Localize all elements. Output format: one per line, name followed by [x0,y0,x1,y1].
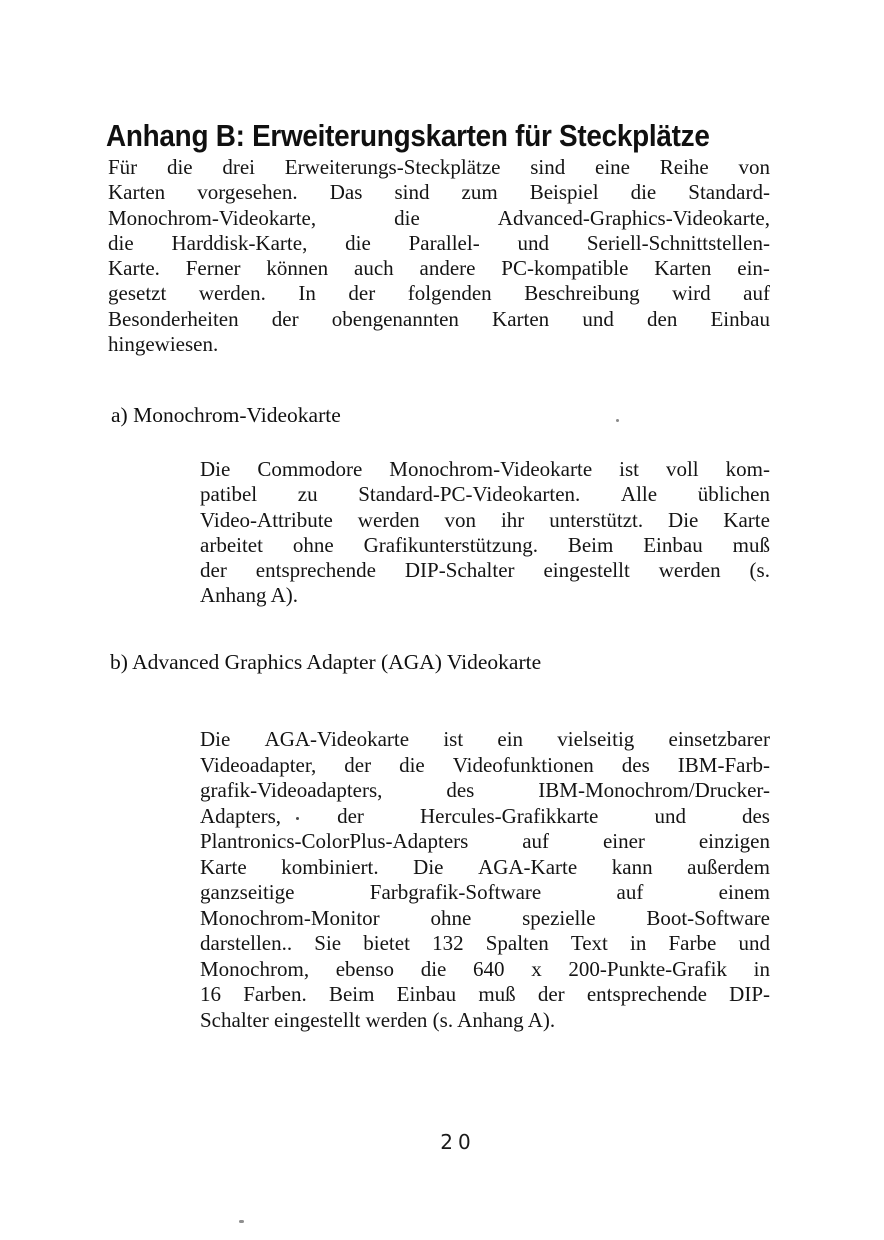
text-line: Monochrom, ebenso die 640 x 200-Punkte-Grafik in [200,956,770,981]
text-line: patibel zu Standard-PC-Videokarten. Alle üblichen [200,482,770,507]
text-line: ganzseitige Farbgrafik-Software auf einem [200,880,770,904]
text-line: gesetzt werden. In der folgenden Beschreibung wird auf [108,281,770,306]
scan-speck [616,419,619,422]
scan-speck [296,817,299,820]
text-line: Video-Attribute werden von ihr unterstützt. Die Karte [200,507,770,532]
text-line: 16 Farben. Beim Einbau muß der entsprechende DIP- [200,982,770,1006]
text-line: Karten vorgesehen. Das sind zum Beispiel die Standard- [108,180,770,205]
section-a-paragraph [200,457,770,609]
section-b-paragraph [200,727,770,1033]
text-line: Plantronics-ColorPlus-Adapters auf einer einzigen [200,829,770,853]
text-line: Die Commodore Monochrom-Videokarte ist voll kom- [200,457,770,481]
text-line: hingewiesen. [108,332,219,357]
text-line: darstellen.. Sie bietet 132 Spalten Text in Farbe und [200,931,770,955]
text-line: Karte. Ferner können auch andere PC-kompatible Karten ein- [108,256,770,281]
text-line: Monochrom-Videokarte, die Advanced-Graphics-Videokarte, [108,205,770,230]
page-number: 20 [440,1130,476,1154]
text-line: Adapters, der Hercules-Grafikkarte und des [200,803,770,828]
text-line: grafik-Videoadapters, des IBM-Monochrom/Drucker- [200,778,770,802]
text-line: Anhang A). [200,583,298,608]
text-line: Videoadapter, der die Videofunktionen des IBM-Farb- [200,752,770,777]
text-line: Die AGA-Videokarte ist ein vielseitig einsetzbarer [200,727,770,751]
text-line: der entsprechende DIP-Schalter eingestellt werden (s. [200,558,770,583]
text-line: Für die drei Erweiterungs-Steckplätze sind eine Reihe von [108,155,770,179]
text-line: Karte kombiniert. Die AGA-Karte kann außerdem [200,854,770,879]
scan-speck [239,1220,244,1223]
section-a-heading: a) Monochrom-Videokarte [111,403,341,427]
text-line: Schalter eingestellt werden (s. Anhang A). [200,1007,556,1032]
page-title: Anhang B: Erweiterungskarten für Steckplätze [106,117,710,153]
text-line: arbeitet ohne Grafikunterstützung. Beim Einbau muß [200,532,770,557]
intro-paragraph [108,155,770,357]
text-line: Monochrom-Monitor ohne spezielle Boot-Software [200,905,770,930]
text-line: die Harddisk-Karte, die Parallel- und Seriell-Schnittstellen- [108,230,770,255]
text-line: Besonderheiten der obengenannten Karten und den Einbau [108,306,770,331]
section-b-heading: b) Advanced Graphics Adapter (AGA) Videokarte [110,650,542,674]
